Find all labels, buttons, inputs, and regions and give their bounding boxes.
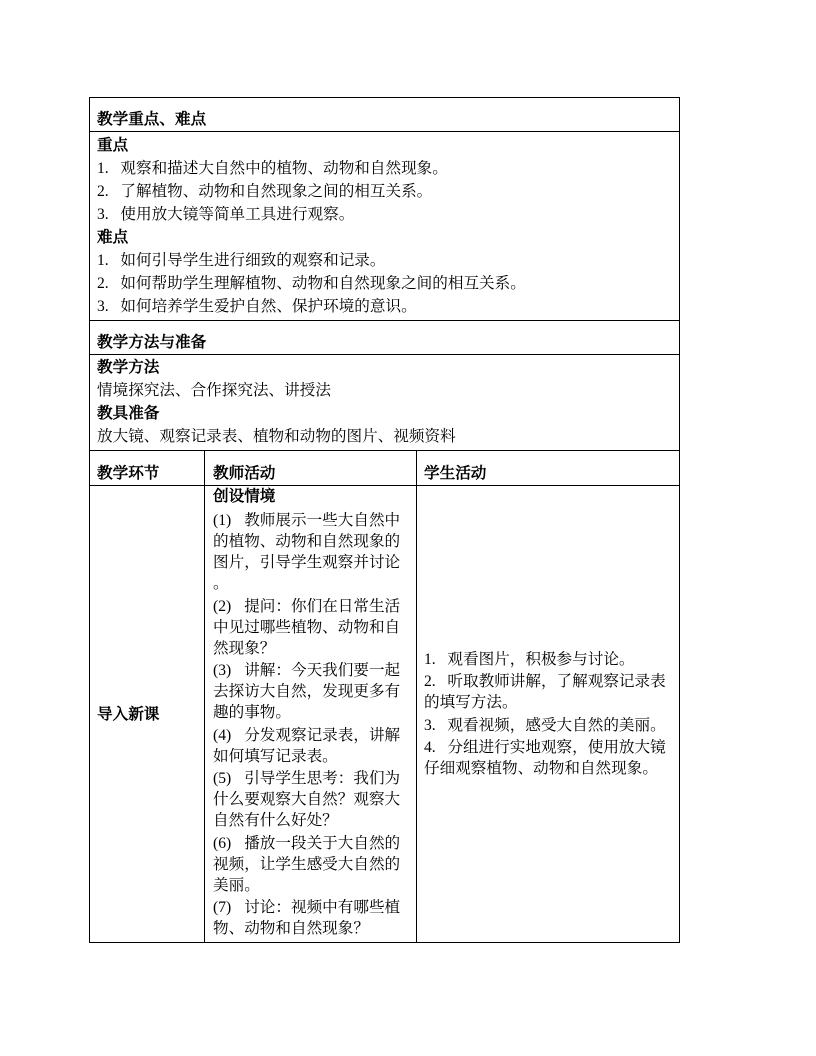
item-number: (3) (213, 662, 232, 680)
item-text: 了解植物、动物和自然现象之间的相互关系。 (120, 182, 433, 200)
item-number: (6) (213, 834, 232, 852)
tools-text: 放大镜、观察记录表、植物和动物的图片、视频资料 (97, 427, 456, 445)
teacher-activity-list (213, 486, 408, 939)
item-number: 2. (424, 673, 436, 691)
item-number: 2. (97, 182, 109, 200)
item-text: 讨论：视频中有哪些植物、动物和自然现象？ (213, 899, 401, 938)
item-text: 讲解：今天我们要一起去探访大自然，发现更多有趣的事物。 (213, 662, 401, 722)
item-text: 教师展示一些大自然中的植物、动物和自然现象的图片，引导学生观察并讨论。 (213, 512, 401, 593)
focus-item (97, 157, 672, 180)
teacher-activity-item (213, 768, 408, 831)
item-text: 分组进行实地观察，使用放大镜仔细观察植物、动物和自然现象。 (424, 739, 666, 778)
teacher-activity-item (213, 833, 408, 896)
student-activity-item (424, 671, 674, 713)
item-text: 观看图片，积极参与讨论。 (447, 650, 635, 668)
student-activity-header: 学生活动 (416, 451, 679, 485)
item-number: 4. (424, 739, 436, 757)
process-row (90, 485, 679, 942)
item-number: 1. (424, 650, 436, 668)
difficulty-item (97, 295, 672, 318)
item-number: 3. (424, 716, 436, 734)
item-number: 3. (97, 205, 109, 223)
item-number: (1) (213, 512, 232, 530)
student-activity-list (424, 649, 674, 780)
teacher-activity-heading: 创设情境 (213, 488, 276, 505)
lesson-plan-table (89, 97, 680, 943)
item-number: (5) (213, 770, 232, 788)
key-points-title: 教学重点、难点 (97, 111, 207, 128)
item-text: 听取教师讲解，了解观察记录表的填写方法。 (424, 673, 666, 712)
difficulty-heading: 难点 (97, 228, 129, 246)
item-text: 提问：你们在日常生活中见过哪些植物、动物和自然现象？ (213, 597, 401, 657)
teacher-activity-header: 教师活动 (204, 451, 416, 485)
focus-item (97, 203, 672, 226)
stage-header: 教学环节 (97, 464, 160, 482)
key-points-body (90, 131, 679, 320)
stage-label: 导入新课 (97, 705, 160, 723)
teacher-activity-item (213, 596, 408, 659)
item-number: 3. (97, 297, 109, 315)
stage-cell (90, 486, 204, 942)
focus-heading: 重点 (97, 136, 129, 154)
item-text: 如何帮助学生理解植物、动物和自然现象之间的相互关系。 (120, 274, 526, 292)
method-heading: 教学方法 (97, 358, 160, 376)
item-number: 1. (97, 159, 109, 177)
key-points-header-row (90, 97, 679, 131)
student-activity-cell (416, 486, 679, 942)
item-text: 分发观察记录表，讲解如何填写记录表。 (213, 726, 401, 765)
process-header-row (90, 450, 679, 485)
methods-body (90, 354, 679, 450)
student-activity-item (424, 715, 674, 736)
student-activity-item (424, 649, 674, 670)
teacher-activity-item (213, 510, 408, 594)
tools-heading: 教具准备 (97, 404, 160, 422)
difficulty-item (97, 249, 672, 272)
teacher-activity-cell (204, 486, 416, 942)
focus-item (97, 180, 672, 203)
item-text: 观察和描述大自然中的植物、动物和自然现象。 (120, 159, 448, 177)
methods-title: 教学方法与准备 (97, 334, 207, 351)
item-number: 2. (97, 274, 109, 292)
item-text: 如何培养学生爱护自然、保护环境的意识。 (120, 297, 417, 315)
item-number: (7) (213, 899, 232, 917)
difficulty-item (97, 272, 672, 295)
item-text: 如何引导学生进行细致的观察和记录。 (120, 251, 386, 269)
teacher-activity-item (213, 897, 408, 939)
item-text: 观看视频，感受大自然的美丽。 (447, 716, 666, 734)
item-text: 使用放大镜等简单工具进行观察。 (120, 205, 355, 223)
item-text: 播放一段关于大自然的视频，让学生感受大自然的美丽。 (213, 834, 401, 894)
item-text: 引导学生思考：我们为什么要观察大自然？观察大自然有什么好处？ (213, 770, 401, 830)
item-number: (2) (213, 597, 232, 615)
method-text: 情境探究法、合作探究法、讲授法 (97, 381, 331, 399)
item-number: (4) (213, 726, 232, 744)
teacher-activity-item (213, 660, 408, 723)
teacher-activity-item (213, 725, 408, 767)
item-number: 1. (97, 251, 109, 269)
methods-header-row (90, 320, 679, 354)
student-activity-item (424, 737, 674, 779)
